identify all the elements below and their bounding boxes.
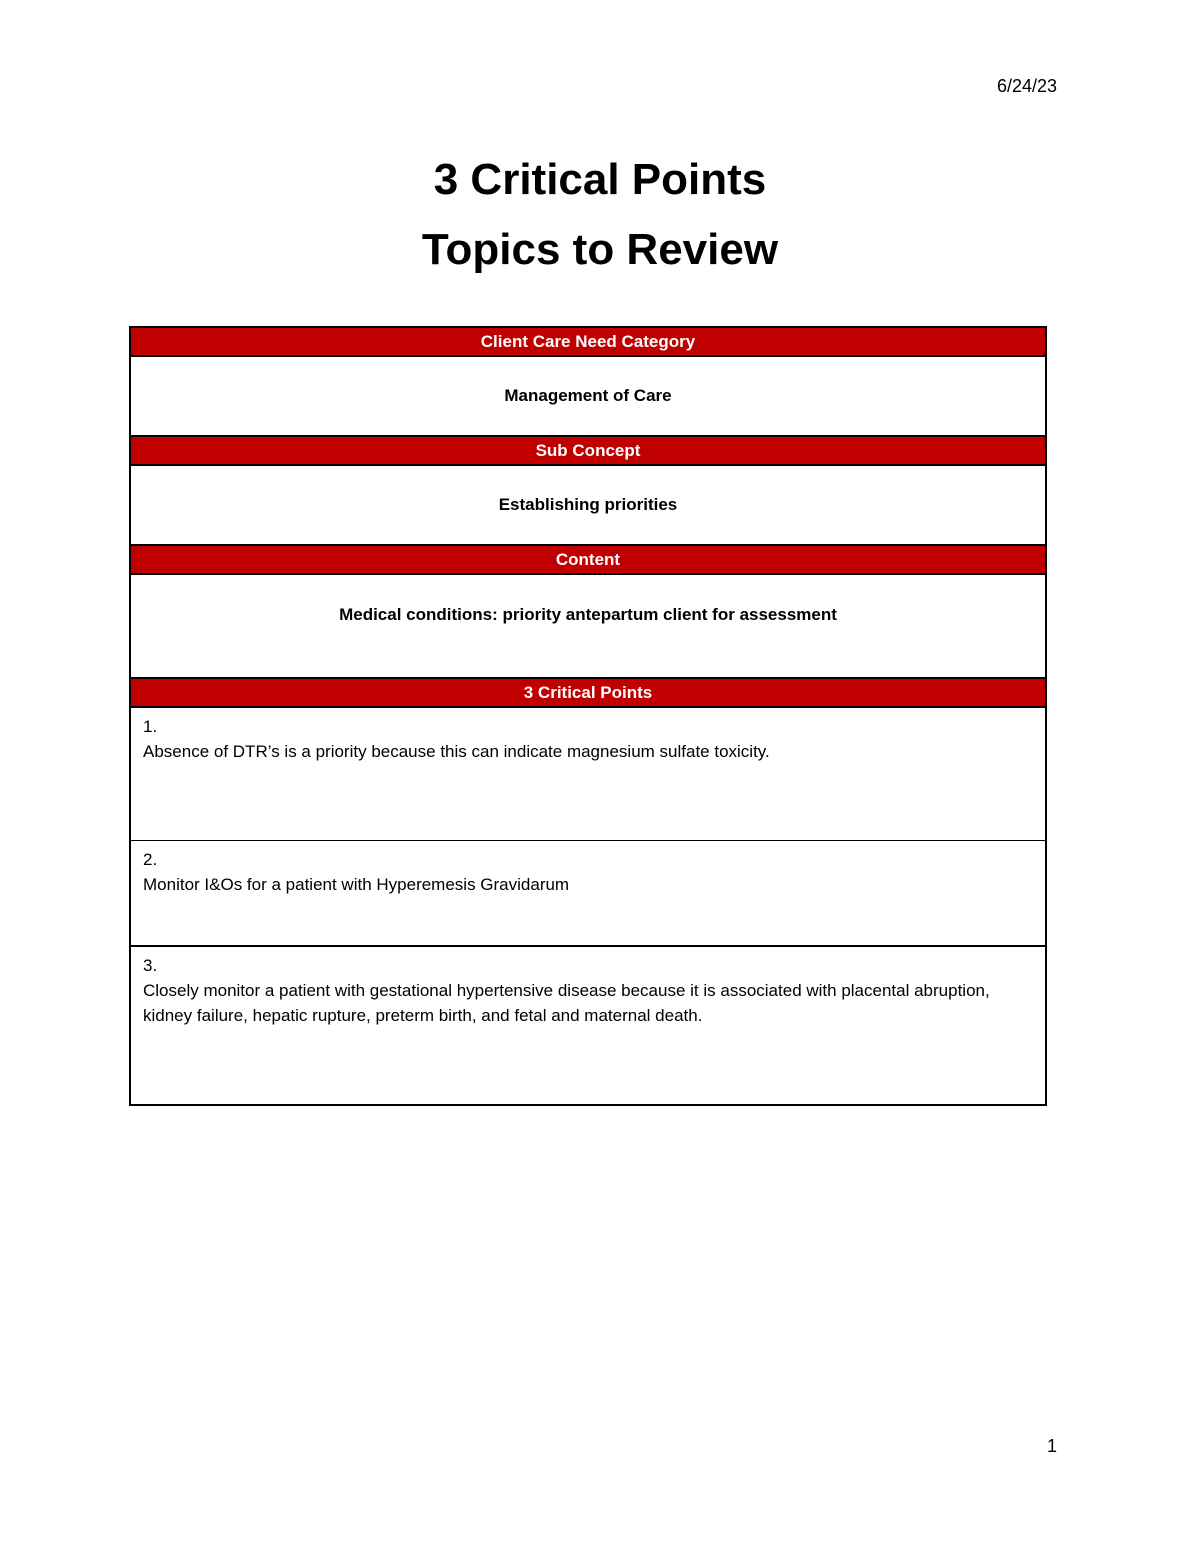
page-title: 3 Critical Points <box>433 155 767 204</box>
review-table <box>129 326 1047 1106</box>
critical-points-header: 3 Critical Points <box>131 679 1045 708</box>
content-value: Medical conditions: priority antepartum client for assessment <box>131 575 1045 679</box>
content-header: Content <box>131 546 1045 575</box>
category-value: Management of Care <box>131 357 1045 437</box>
critical-point-number: 1. <box>143 717 158 736</box>
critical-point-text: Monitor I&Os for a patient with Hyperemesis Gravidarum <box>143 875 570 894</box>
subconcept-header: Sub Concept <box>131 437 1045 466</box>
critical-point <box>131 947 1045 1104</box>
critical-point <box>131 708 1045 841</box>
critical-point-number: 3. <box>143 956 158 975</box>
category-header: Client Care Need Category <box>131 328 1045 357</box>
page-number: 1 <box>1046 1436 1057 1456</box>
page-subtitle: Topics to Review <box>421 225 779 274</box>
critical-point-text: Absence of DTR’s is a priority because this can indicate magnesium sulfate toxicity. <box>143 742 770 761</box>
critical-point-number: 2. <box>143 850 158 869</box>
subconcept-value: Establishing priorities <box>131 466 1045 546</box>
critical-point <box>131 841 1045 947</box>
page-date: 6/24/23 <box>996 76 1057 96</box>
critical-point-text: Closely monitor a patient with gestational hypertensive disease because it is associated with placental abruption, kidney failure, hepatic rupture, preterm birth, and fetal and maternal death. <box>143 981 990 1025</box>
